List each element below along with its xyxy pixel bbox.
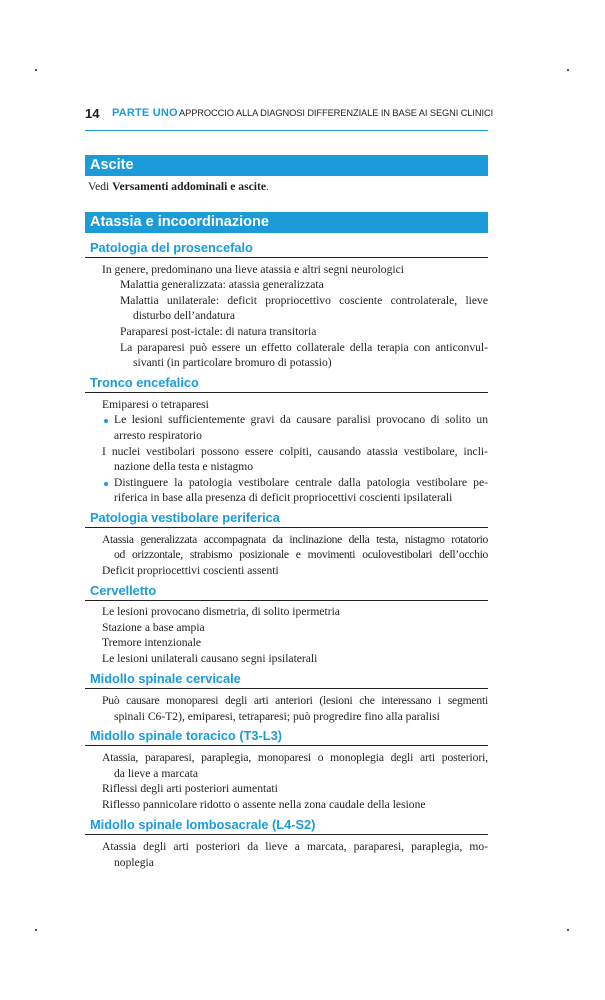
text-line: La paraparesi può essere un effetto collaterale della terapia con anticonvul- <box>120 341 488 354</box>
bullet-icon <box>104 482 108 486</box>
subheading-rule <box>85 257 488 258</box>
subheading-rule <box>85 745 488 746</box>
header-rule <box>85 130 488 131</box>
text-line: Atassia degli arti posteriori da lieve a marcata, paraparesi, paraplegia, mo- <box>102 840 488 853</box>
subheading-midollo-lombosacrale: Midollo spinale lombosacrale (L4-S2) <box>90 817 316 832</box>
subheading-cervelletto: Cervelletto <box>90 583 157 598</box>
text-line: disturbo dell’andatura <box>133 309 236 322</box>
subheading-rule <box>85 834 488 835</box>
page-number: 14 <box>85 106 100 121</box>
text-line: riferica in base alla presenza di deficit propriocettivi coscienti ipsilaterali <box>114 491 453 504</box>
text-line: Malattia unilaterale: deficit propriocettivo cosciente controlaterale, lieve <box>120 294 488 307</box>
text-line: Atassia, paraparesi, paraplegia, monoparesi o monoplegia degli arti posteriori, <box>102 751 488 764</box>
subheading-prosencefalo: Patologia del prosencefalo <box>90 240 253 255</box>
text-line: da lieve a marcata <box>114 767 198 780</box>
text-line: I nuclei vestibolari possono essere colpiti, causando atassia vestibolare, incli- <box>102 445 488 458</box>
subheading-midollo-cervicale: Midollo spinale cervicale <box>90 671 241 686</box>
section-title-ascite: Ascite <box>85 155 488 176</box>
text-line: od orizzontale, strabismo posizionale e movimenti oculovestibolari dell’occhio <box>114 548 488 561</box>
subheading-tronco-encefalico: Tronco encefalico <box>90 375 199 390</box>
crop-mark <box>35 929 37 931</box>
subheading-vestibolare-periferica: Patologia vestibolare periferica <box>90 510 280 525</box>
text-line: Riflessi degli arti posteriori aumentati <box>102 782 278 795</box>
text-line: Le lesioni provocano dismetria, di solito ipermetria <box>102 605 340 618</box>
see-also-prefix: Vedi <box>88 180 113 193</box>
running-header <box>85 106 494 124</box>
subheading-rule <box>85 600 488 601</box>
text-line: Stazione a base ampia <box>102 621 205 634</box>
text-line: In genere, predominano una lieve atassia e altri segni neurologici <box>102 263 404 276</box>
text-line: Distinguere la patologia vestibolare centrale dalla patologia vestibolare pe- <box>114 476 488 489</box>
text-line: nazione della testa e nistagmo <box>114 460 254 473</box>
text-line: Tremore intenzionale <box>102 636 202 649</box>
text-line: Le lesioni sufficientemente gravi da causare paralisi provocano di solito un <box>114 413 488 426</box>
text-line: noplegia <box>114 856 154 869</box>
text-line: Emiparesi o tetraparesi <box>102 398 209 411</box>
text-line: Atassia generalizzata accompagnata da inclinazione della testa, nistagmo rotatorio <box>102 533 488 546</box>
section-title-atassia: Atassia e incoordinazione <box>85 212 488 233</box>
subheading-rule <box>85 527 488 528</box>
subheading-rule <box>85 392 488 393</box>
see-also-suffix: . <box>265 180 269 193</box>
subheading-midollo-toracico: Midollo spinale toracico (T3-L3) <box>90 728 282 743</box>
see-also-line <box>88 179 269 194</box>
text-line: arresto respiratorio <box>114 429 202 442</box>
running-title: APPROCCIO ALLA DIAGNOSI DIFFERENZIALE IN BASE AI SEGNI CLINICI <box>179 108 494 118</box>
part-label: PARTE UNO <box>112 107 178 119</box>
text-line: sivanti (in particolare bromuro di potassio) <box>133 356 332 369</box>
subheading-rule <box>85 688 488 689</box>
text-line: Può causare monoparesi degli arti anteriori (lesioni che interessano i segmenti <box>102 694 488 707</box>
see-also-reference[interactable]: Versamenti addominali e ascite <box>112 180 266 193</box>
bullet-icon <box>104 419 108 423</box>
crop-mark <box>567 69 569 71</box>
crop-mark <box>567 929 569 931</box>
crop-mark <box>35 69 37 71</box>
text-line: Deficit propriocettivi coscienti assenti <box>102 564 279 577</box>
text-line: Malattia generalizzata: atassia generalizzata <box>120 278 324 291</box>
text-line: Riflesso pannicolare ridotto o assente nella zona caudale della lesione <box>102 798 426 811</box>
text-line: Paraparesi post-ictale: di natura transitoria <box>120 325 317 338</box>
text-line: spinali C6-T2), emiparesi, tetraparesi; può progredire fino alla paralisi <box>114 710 440 723</box>
text-line: Le lesioni unilaterali causano segni ipsilaterali <box>102 652 318 665</box>
